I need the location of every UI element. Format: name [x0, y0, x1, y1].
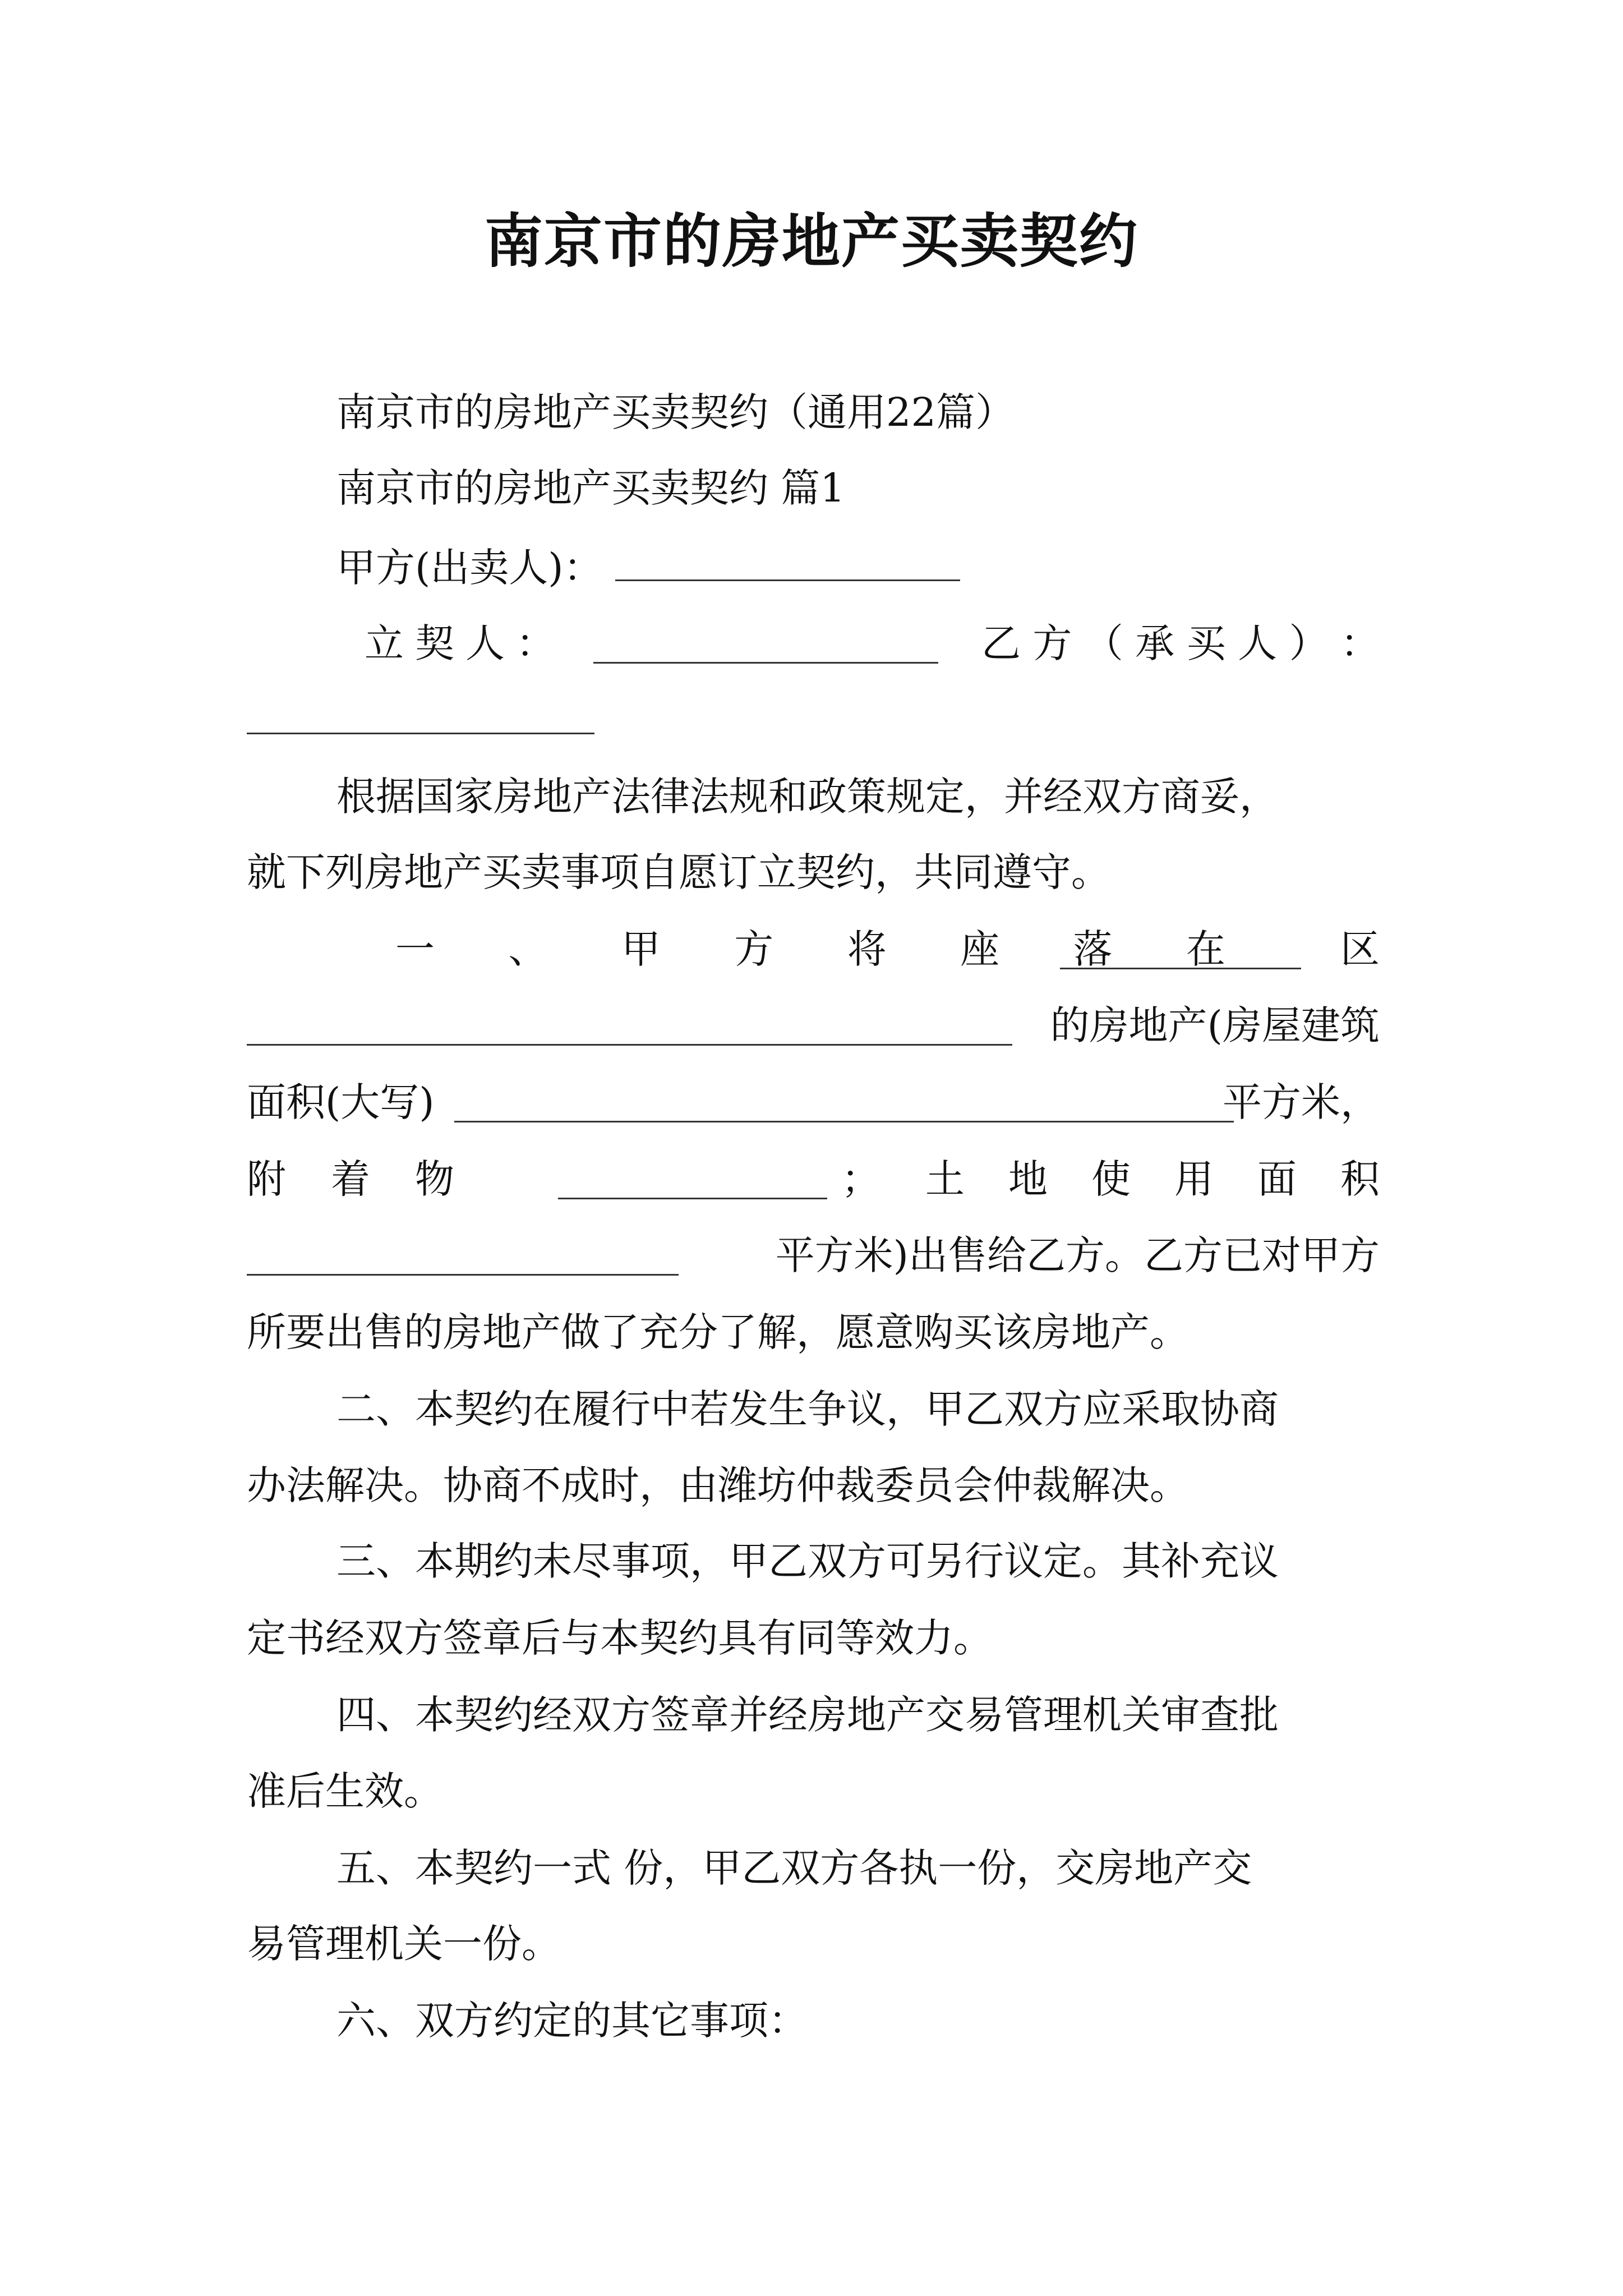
attachment-label: 附 着 物 — [247, 1156, 454, 1202]
signatory-blank — [593, 618, 938, 664]
clause-1-line-3: 面积(大写) 平方米， — [247, 1071, 1380, 1133]
clause-1-line-2: 的房地产(房屋建筑 — [247, 995, 1380, 1056]
signatory-label: 立 契 人 ： — [365, 620, 555, 666]
signatory-line — [365, 613, 1380, 674]
party-a-blank — [615, 536, 960, 581]
area-blank — [454, 1077, 1234, 1122]
party-a-label: 甲方(出卖人)： — [336, 545, 603, 591]
clause-1-line-6: 所要出售的房地产做了充分了解，愿意购买该房地产。 — [247, 1309, 1189, 1355]
clause-2-line-2: 办法解决。协商不成时，由潍坊仲裁委员会仲裁解决。 — [247, 1462, 1189, 1508]
clause-6-line-1: 六、双方约定的其它事项： — [336, 1998, 808, 2044]
clause-3-line-1: 三、本期约未尽事项，甲乙双方可另行议定。其补充议 — [336, 1538, 1279, 1584]
preamble-line-1: 根据国家房地产法律法规和政策规定，并经双方商妥， — [336, 774, 1279, 820]
party-a-line — [336, 536, 1380, 597]
district-label: 区 — [1340, 926, 1380, 972]
district-blank — [1060, 924, 1301, 969]
land-area-label: 土 地 使 用 面 积 — [925, 1156, 1380, 1202]
clause-4-line-1: 四、本契约经双方签章并经房地产交易管理机关审查批 — [336, 1692, 1279, 1738]
attachment-blank — [558, 1154, 827, 1199]
land-area-blank — [247, 1230, 679, 1276]
clause-1-line-4: 附 着 物 ； 土 地 使 用 面 积 — [247, 1148, 1380, 1210]
clause-1-lead: 一 、 甲 方 将 座 落 在 — [395, 926, 1225, 972]
part-heading: 南京市的房地产买卖契约 篇1 — [336, 465, 845, 511]
clause-2-line-1: 二、本契约在履行中若发生争议，甲乙双方应采取协商 — [336, 1386, 1279, 1432]
party-b-blank-line — [247, 689, 1380, 751]
address-blank — [247, 1000, 1012, 1046]
preamble-line-2: 就下列房地产买卖事项自愿订立契约，共同遵守。 — [247, 849, 1110, 895]
party-b-label: 乙 方 （ 承 买 人 ） ： — [981, 620, 1380, 666]
document-subtitle: 南京市的房地产买卖契约（通用22篇） — [336, 389, 1015, 435]
clause-1-line-1 — [247, 918, 1380, 980]
document-title: 南京市的房地产买卖契约 — [484, 206, 1138, 275]
party-b-blank — [247, 689, 594, 734]
clause-5-line-2: 易管理机关一份。 — [247, 1921, 561, 1967]
clause-3-line-2: 定书经双方签章后与本契约具有同等效力。 — [247, 1615, 993, 1661]
clause-4-line-2: 准后生效。 — [247, 1768, 443, 1814]
clause-1-line-5: 平方米)出售给乙方。乙方已对甲方 — [247, 1225, 1380, 1286]
clause-5-line-1: 五、本契约一式 份，甲乙双方各执一份，交房地产交 — [336, 1845, 1252, 1891]
